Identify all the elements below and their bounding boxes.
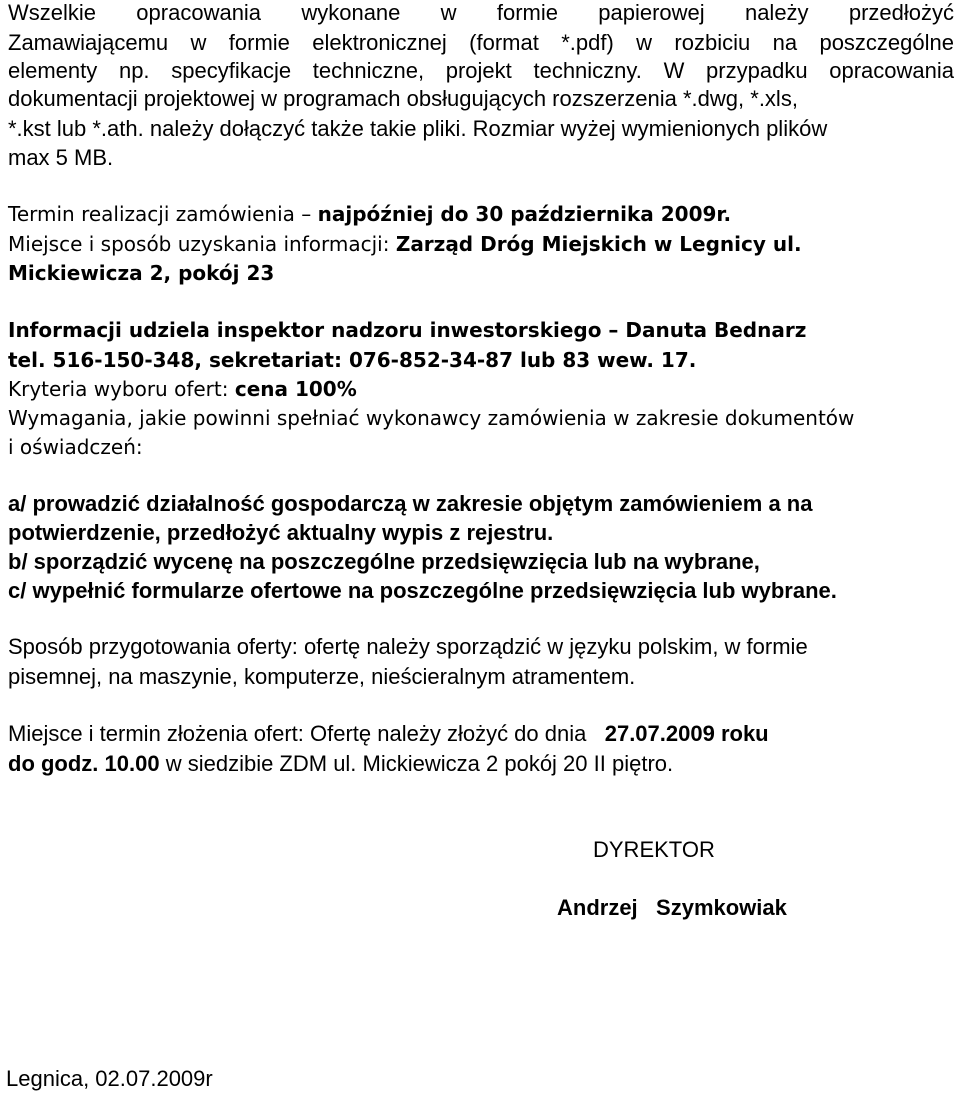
wymagania-line-1: Wymagania, jakie powinni spełniać wykonawcy zamówienia w zakresie dokumentów xyxy=(8,406,855,430)
footer-place-date: Legnica, 02.07.2009r xyxy=(6,1066,213,1091)
miejsce-info-line-2 xyxy=(8,260,274,286)
termin-line xyxy=(8,201,731,227)
inspektor-name: Informacji udziela inspektor nadzoru inwestorskiego – Danuta Bednarz xyxy=(8,318,807,342)
zlozenie-hour: do godz. 10.00 xyxy=(8,751,160,776)
zlozenie-date: 27.07.2009 roku xyxy=(604,721,769,746)
signature-name xyxy=(557,895,787,921)
para-format-line-1: Wszelkie opracowania wykonane w formie papierowej należy przedłożyć xyxy=(8,0,954,25)
requirement-c-text: c/ wypełnić formularze ofertowe na poszczególne przedsięwzięcia lub wybrane. xyxy=(8,578,837,603)
signature-title: DYREKTOR xyxy=(593,837,715,862)
miejsce-info-value-1: Zarząd Dróg Miejskich w Legnicy ul. xyxy=(395,232,802,256)
kryteria-label: Kryteria wyboru ofert: xyxy=(8,377,235,401)
zlozenie-text-2: w siedzibie ZDM ul. Mickiewicza 2 pokój 20 II piętro. xyxy=(159,751,674,776)
signature-last-name: Szymkowiak xyxy=(656,895,787,920)
requirement-a-line-1 xyxy=(8,491,812,517)
zlozenie-line-2 xyxy=(8,751,673,777)
requirement-b-text: b/ sporządzić wycenę na poszczególne przedsięwzięcia lub na wybrane, xyxy=(8,549,760,574)
zlozenie-text-1: Miejsce i termin złożenia ofert: Ofertę należy złożyć do dnia xyxy=(8,721,593,746)
requirement-c-line xyxy=(8,578,837,604)
signature-first-name: Andrzej xyxy=(557,895,638,920)
sposob-line-2: pisemnej, na maszynie, komputerze, nieścieralnym atramentem. xyxy=(8,664,636,689)
requirement-a-text-1: a/ prowadzić działalność gospodarczą w zakresie objętym zamówieniem a na xyxy=(8,491,813,516)
requirement-a-text-2: potwierdzenie, przedłożyć aktualny wypis z rejestru. xyxy=(8,520,554,545)
requirement-a-line-2 xyxy=(8,520,553,546)
para-format-line-3: elementy np. specyfikacje techniczne, projekt techniczny. W przypadku opracowania xyxy=(8,58,954,83)
inspektor-line-2 xyxy=(8,347,696,373)
miejsce-info-label: Miejsce i sposób uzyskania informacji: xyxy=(8,232,396,256)
para-format-line-4: dokumentacji projektowej w programach obsługujących rozszerzenia *.dwg, *.xls, xyxy=(8,86,798,111)
miejsce-info-line-1 xyxy=(8,231,802,257)
zlozenie-line-1 xyxy=(8,721,769,747)
para-format-line-6: max 5 MB. xyxy=(8,145,114,170)
termin-label: Termin realizacji zamówienia – xyxy=(8,202,318,226)
sposob-line-1: Sposób przygotowania oferty: ofertę należy sporządzić w języku polskim, w formie xyxy=(8,634,808,659)
para-format-line-2: Zamawiającemu w formie elektronicznej (format *.pdf) w rozbiciu na poszczególne xyxy=(8,30,954,55)
kryteria-line xyxy=(8,376,357,402)
inspektor-line-1 xyxy=(8,317,806,343)
inspektor-phones: tel. 516-150-348, sekretariat: 076-852-34-87 lub 83 wew. 17. xyxy=(8,348,697,372)
requirement-b-line xyxy=(8,549,760,575)
miejsce-info-value-2: Mickiewicza 2, pokój 23 xyxy=(8,261,275,285)
kryteria-value: cena 100% xyxy=(234,377,357,401)
termin-value: najpóźniej do 30 października 2009r. xyxy=(317,202,732,226)
para-format-line-5: *.kst lub *.ath. należy dołączyć także takie pliki. Rozmiar wyżej wymienionych plików xyxy=(8,116,828,141)
wymagania-line-2: i oświadczeń: xyxy=(8,435,143,459)
